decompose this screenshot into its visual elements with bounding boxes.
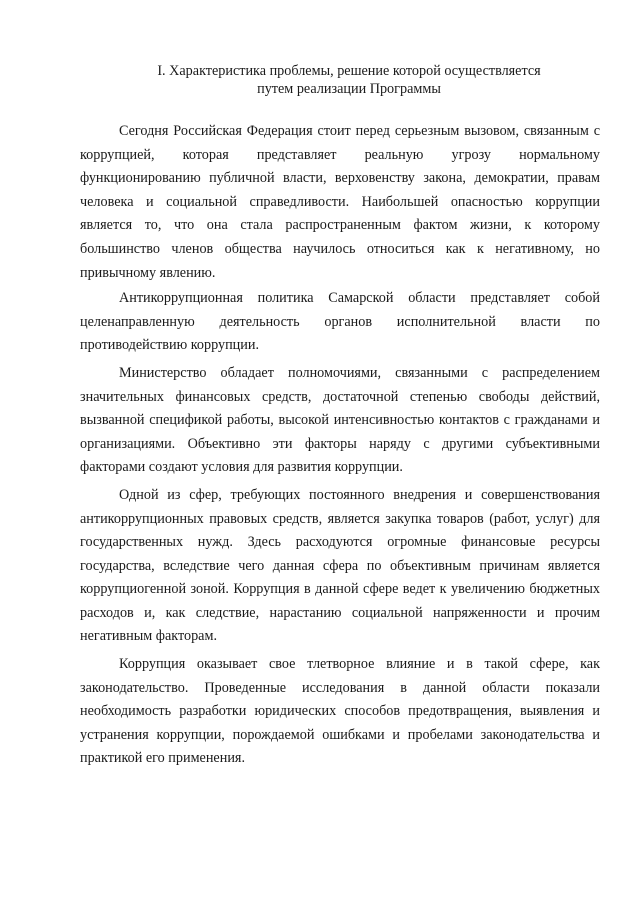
section-heading-line-2: путем реализации Программы bbox=[257, 81, 441, 97]
section-heading-line-1: I. Характеристика проблемы, решение которой осуществляется bbox=[157, 63, 541, 79]
section-heading bbox=[80, 62, 600, 98]
paragraph-1: Сегодня Российская Федерация стоит перед серьезным вызовом, связанным с коррупцией, которая представляет реальную угрозу нормальному функционированию публичной власти, верховенству закона, демократии, правам человека и социальной справедливости. Наибольшей опасностью коррупции является то, что она стала распространенным фактом жизни, к которому большинство членов общества научилось относиться как к негативному, но привычному явлению. bbox=[80, 123, 600, 281]
paragraph-3: Министерство обладает полномочиями, связанными с распределением значительных финансовых средств, достаточной степенью свободы действий, вызванной спецификой работы, высокой интенсивностью контактов с гражданами и организациями. Объективно эти факторы наряду с другими субъективными факторами создают условия для развития коррупции. bbox=[80, 364, 600, 476]
paragraph-2: Антикоррупционная политика Самарской области представляет собой целенаправленную деятельность органов исполнительной власти по противодействию коррупции. bbox=[80, 290, 600, 354]
paragraph-5: Коррупция оказывает свое тлетворное влияние и в такой сфере, как законодательство. Проведенные исследования в данной области показали необходимость разработки юридических способов предотвращения, выявления и устранения коррупции, порождаемой ошибками и пробелами законодательства и практикой его применения. bbox=[80, 656, 600, 767]
paragraph-4: Одной из сфер, требующих постоянного внедрения и совершенствования антикоррупционных правовых средств, является закупка товаров (работ, услуг) для государственных нужд. Здесь расходуются огромные финансовые ресурсы государства, вследствие чего данная сфера по объективным причинам является коррупциогенной зоной. Коррупция в данной сфере ведет к увеличению бюджетных расходов и, как следствие, нарастанию социальной напряженности и прочим негативным факторам. bbox=[80, 486, 600, 645]
